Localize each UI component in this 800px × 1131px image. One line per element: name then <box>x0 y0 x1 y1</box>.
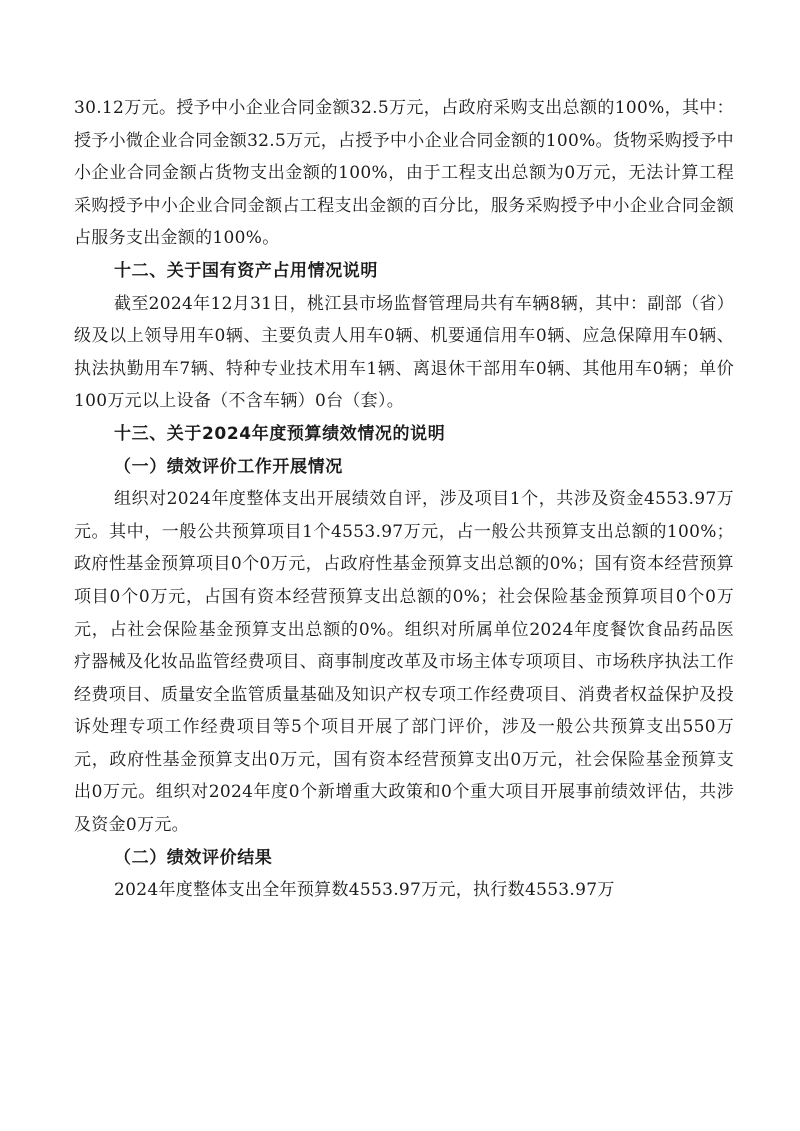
document-body <box>74 92 734 907</box>
paragraph-continuation: 30.12万元。授予中小企业合同金额32.5万元，占政府采购支出总额的100%，其中：授予小微企业合同金额32.5万元，占授予中小企业合同金额的100%。货物采购授予中小企业合同金额占货物支出金额的100%，由于工程支出总额为0万元，无法计算工程采购授予中小企业合同金额占工程支出金额的百分比，服务采购授予中小企业合同金额占服务支出金额的100%。 <box>74 98 734 249</box>
subsection-1-paragraph: 组织对2024年度整体支出开展绩效自评，涉及项目1个，共涉及资金4553.97万元。其中，一般公共预算项目1个4553.97万元，占一般公共预算支出总额的100%；政府性基金预算项目0个0万元，占政府性基金预算支出总额的0%；国有资本经营预算项目0个0万元，占国有资本经营预算支出总额的0%；社会保险基金预算项目0个0万元，占社会保险基金预算支出总额的0%。组织对所属单位2024年度餐饮食品药品医疗器械及化妆品监管经费项目、商事制度改革及市场主体专项项目、市场秩序执法工作经费项目、质量安全监管质量基础及知识产权专项工作经费项目、消费者权益保护及投诉处理专项工作经费项目等5个项目开展了部门评价，涉及一般公共预算支出550万元，政府性基金预算支出0万元，国有资本经营预算支出0万元，社会保险基金预算支出0万元。组织对2024年度0个新增重大政策和0个重大项目开展事前绩效评估，共涉及资金0万元。 <box>74 489 734 836</box>
section-12-heading: 十二、关于国有资产占用情况说明 <box>114 260 378 281</box>
subsection-2-heading: （二）绩效评价结果 <box>114 847 273 868</box>
subsection-1-heading: （一）绩效评价工作开展情况 <box>114 456 343 477</box>
section-13-heading: 十三、关于2024年度预算绩效情况的说明 <box>114 423 446 444</box>
section-12-paragraph: 截至2024年12月31日，桃江县市场监督管理局共有车辆8辆，其中：副部（省）级及以上领导用车0辆、主要负责人用车0辆、机要通信用车0辆、应急保障用车0辆、执法执勤用车7辆、特种专业技术用车1辆、离退休干部用车0辆、其他用车0辆；单价100万元以上设备（不含车辆）0台（套）。 <box>74 293 734 412</box>
subsection-2-paragraph: 2024年度整体支出全年预算数4553.97万元，执行数4553.97万 <box>114 880 615 901</box>
